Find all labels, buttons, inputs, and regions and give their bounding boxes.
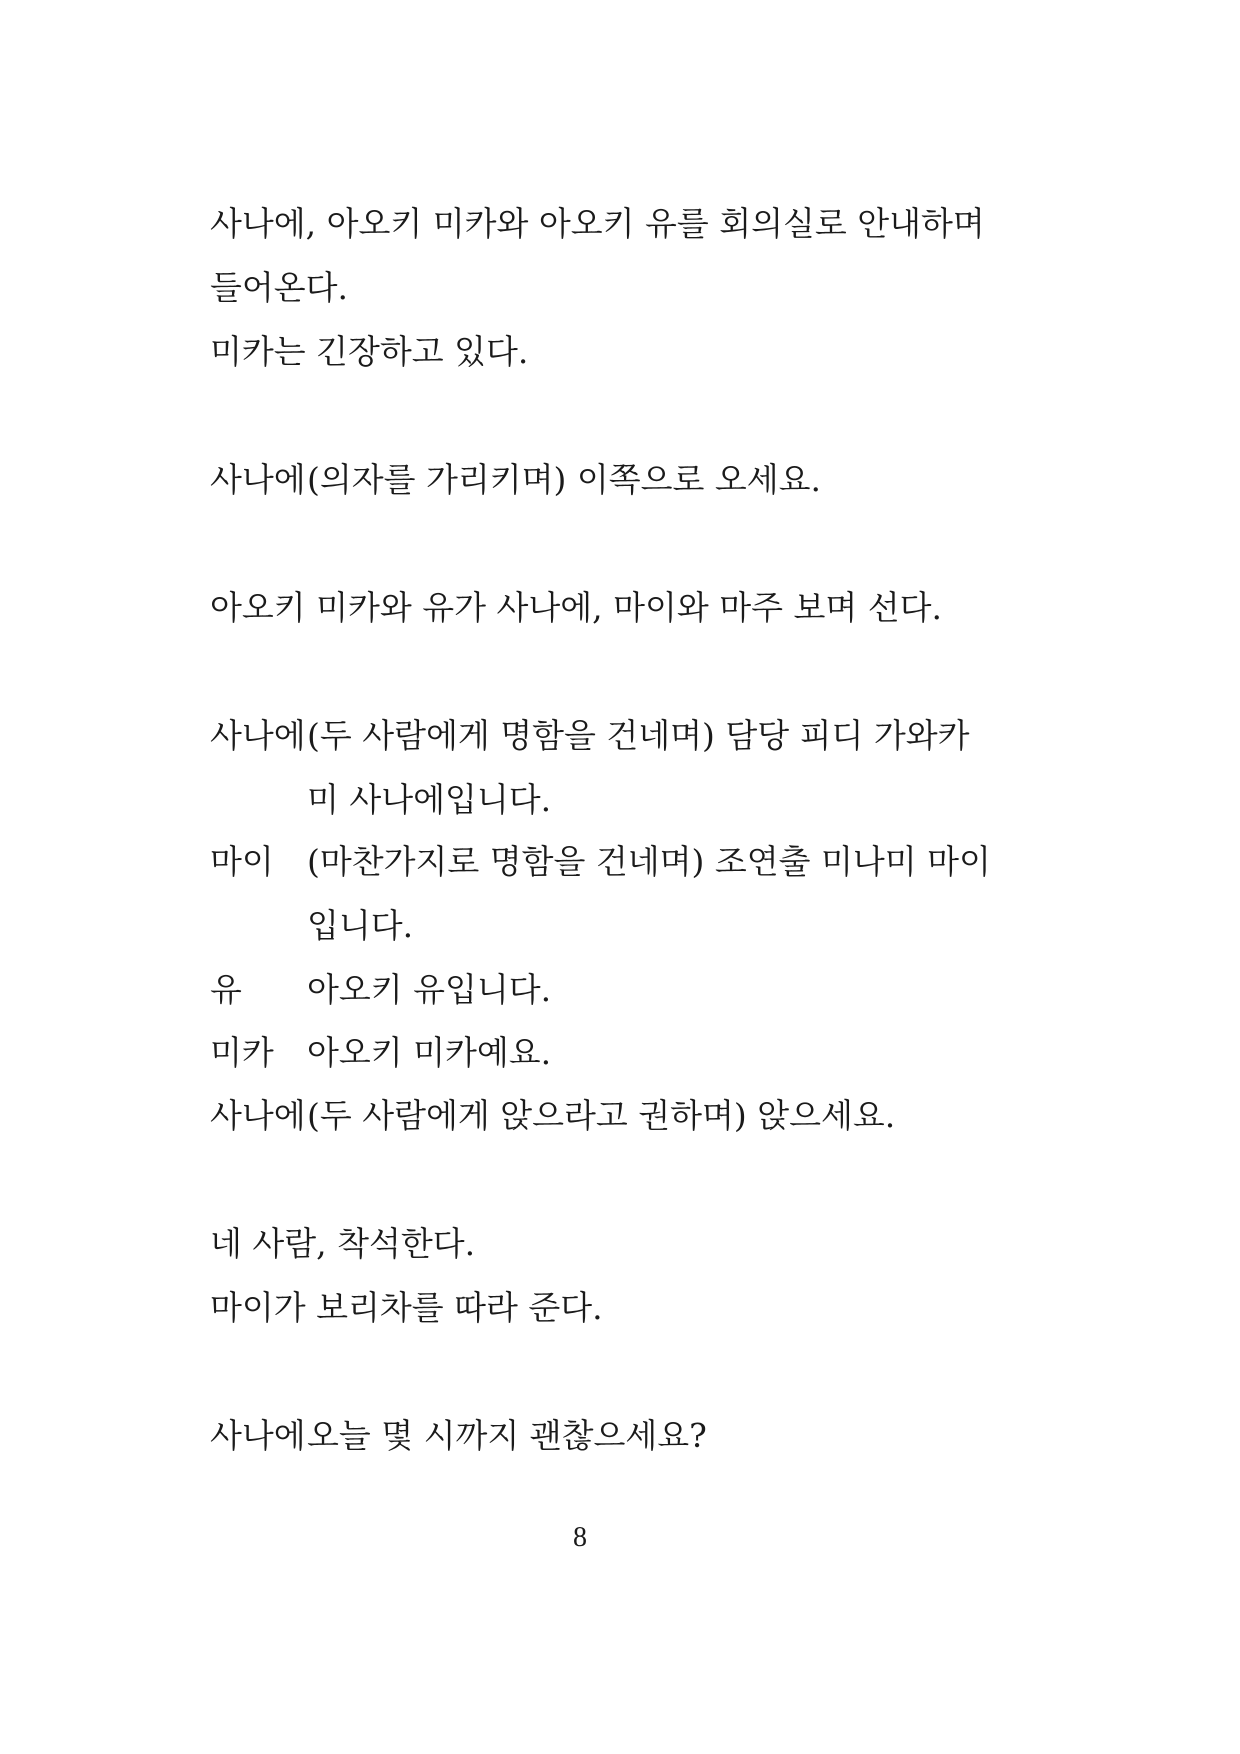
action-line: 사나에, 아오키 미카와 아오키 유를 회의실로 안내하며	[210, 204, 985, 243]
speaker-name: 사나에	[210, 716, 306, 755]
speaker-name: 사나에	[210, 460, 306, 499]
action-line: 아오키 미카와 유가 사나에, 마이와 마주 보며 선다.	[210, 588, 942, 627]
dialogue-text: 아오키 미카예요.	[307, 1033, 552, 1072]
dialogue-text: 미 사나에입니다.	[307, 780, 552, 819]
page-number: 8	[573, 1522, 587, 1553]
speaker-name: 유	[210, 970, 242, 1009]
dialogue-text: 아오키 유입니다.	[307, 970, 552, 1009]
dialogue-text: (마찬가지로 명함을 건네며) 조연출 미나미 마이	[307, 842, 991, 881]
dialogue-text: (두 사람에게 앉으라고 권하며) 앉으세요.	[307, 1096, 896, 1135]
dialogue-text: (두 사람에게 명함을 건네며) 담당 피디 가와카	[307, 716, 970, 755]
speaker-name: 미카	[210, 1033, 274, 1072]
action-line: 미카는 긴장하고 있다.	[210, 332, 529, 371]
dialogue-text: 입니다.	[307, 906, 414, 945]
dialogue-text: (의자를 가리키며) 이쪽으로 오세요.	[307, 460, 821, 499]
speaker-name: 사나에	[210, 1416, 306, 1455]
speaker-name: 마이	[210, 842, 274, 881]
action-line: 들어온다.	[210, 268, 349, 307]
action-line: 마이가 보리차를 따라 준다.	[210, 1288, 603, 1327]
action-line: 네 사람, 착석한다.	[210, 1224, 476, 1263]
speaker-name: 사나에	[210, 1096, 306, 1135]
dialogue-text: 오늘 몇 시까지 괜찮으세요?	[307, 1416, 707, 1455]
